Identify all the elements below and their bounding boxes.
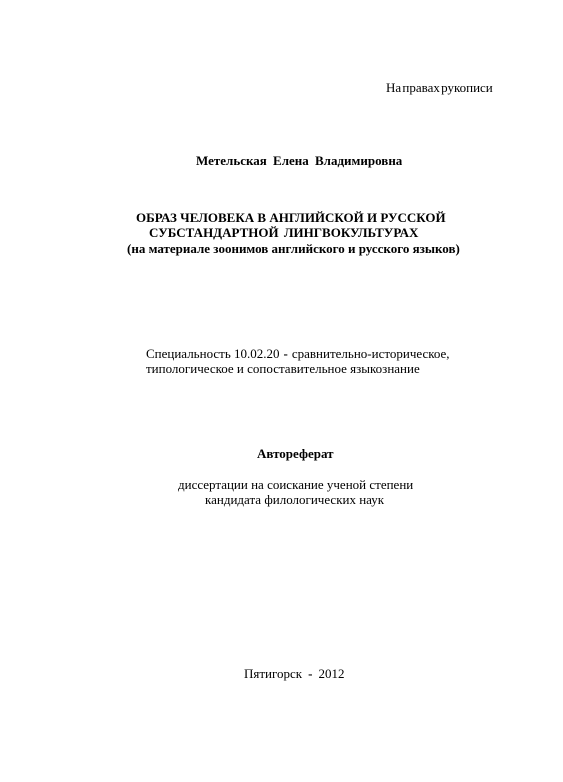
specialty-name-part-1: сравнительно-историческое, [291, 346, 450, 361]
thesis-title-line-2: СУБСТАНДАРТНОЙ ЛИНГВОКУЛЬТУРАХ [149, 225, 419, 240]
place-and-year [244, 666, 344, 681]
specialty-separator: - [283, 346, 288, 361]
thesis-title-line-1: ОБРАЗ ЧЕЛОВЕКА В АНГЛИЙСКОЙ И РУССКОЙ [136, 210, 446, 225]
author-name: Метельская Елена Владимировна [196, 153, 403, 168]
manuscript-rights-note: На правах рукописи [386, 80, 493, 95]
specialty-code: Специальность 10.02.20 [146, 346, 280, 361]
specialty-line-1 [146, 346, 450, 361]
place-year-separator: - [308, 666, 313, 681]
thesis-subtitle: (на материале зоонимов английского и русского языков) [127, 241, 460, 256]
city-name: Пятигорск [244, 666, 303, 681]
specialty-line-2: типологическое и сопоставительное языкознание [146, 361, 420, 376]
dissertation-line-2: кандидата филологических наук [205, 492, 385, 507]
dissertation-line-1: диссертации на соискание ученой степени [178, 477, 414, 492]
abstract-label: Автореферат [257, 446, 334, 461]
year: 2012 [318, 666, 345, 681]
